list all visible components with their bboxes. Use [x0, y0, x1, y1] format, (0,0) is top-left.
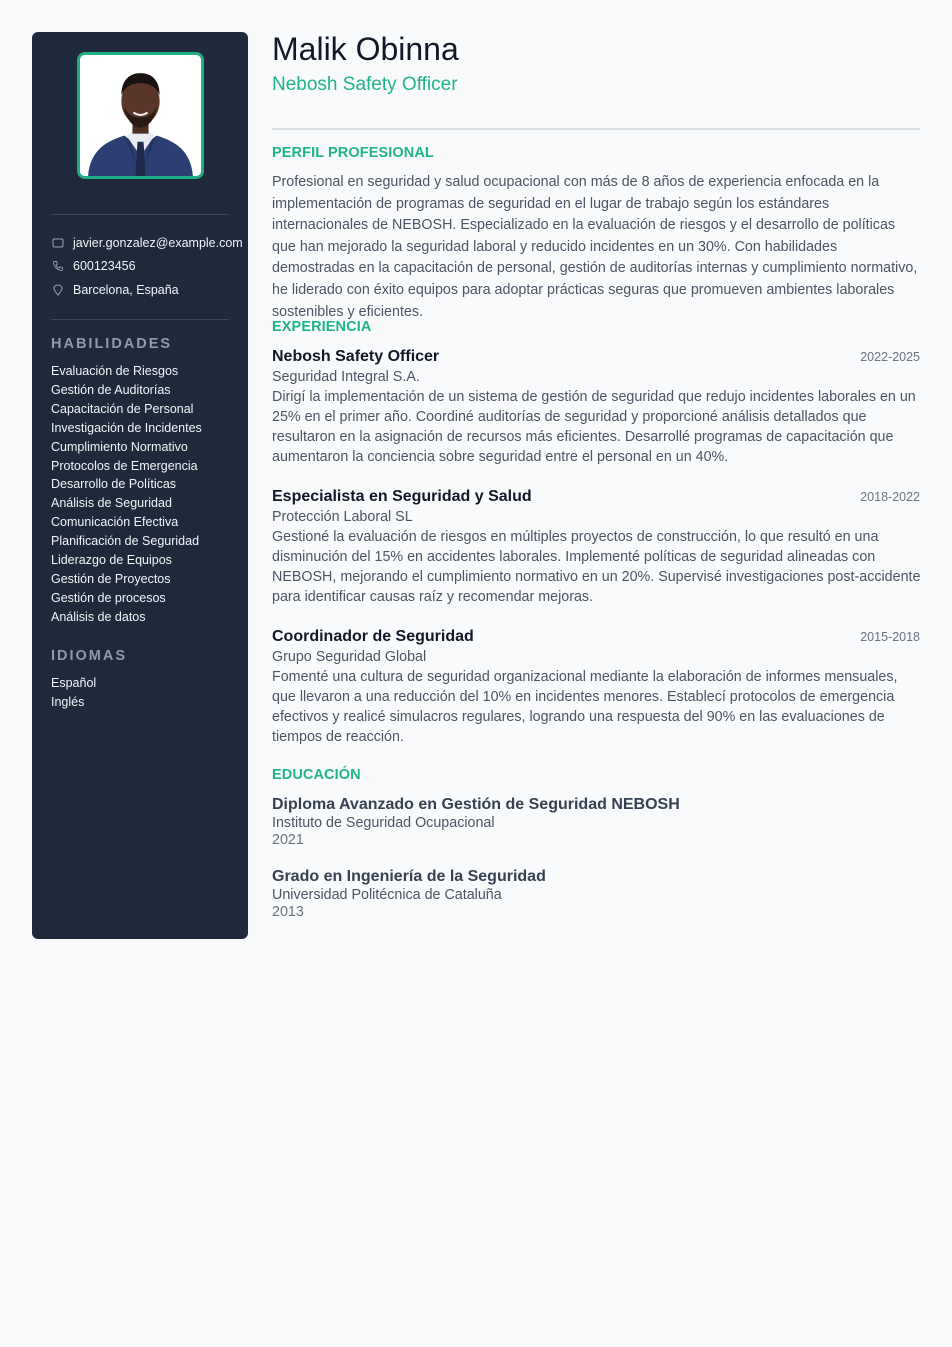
email-icon — [51, 236, 65, 250]
education-item — [272, 867, 920, 920]
experience-description: Fomenté una cultura de seguridad organizacional mediante la elaboración de informes mensuales, que llevaron a una reducción del 10% en incidentes menores. Establecí protocolos de emergencia efectivos y realicé simulacros regulares, logrando una respuesta del 90% en las evaluaciones de tiempos de reacción. — [272, 669, 898, 746]
profile-heading: PERFIL PROFESIONAL — [272, 145, 434, 161]
main-content — [272, 30, 921, 920]
profile-photo-image — [80, 55, 201, 176]
location-text: Barcelona, España — [73, 282, 179, 297]
skill-item: Evaluación de Riesgos — [51, 364, 179, 378]
experience-dates: 2015-2018 — [860, 630, 920, 644]
profile-photo — [77, 52, 204, 179]
location-pin-icon — [51, 283, 65, 297]
languages-heading: IDIOMAS — [51, 648, 128, 664]
experience-description: Dirigí la implementación de un sistema de gestión de seguridad que redujo incidentes laborales en un 25% en el primer año. Coordiné auditorías de seguridad y proporcioné análisis detallados que resultaron en la asignación de recursos más eficientes. Desarrollé programas de capacitación que aumentaron la conciencia sobre seguridad entre el personal en un 40%. — [272, 389, 916, 466]
education-school: Universidad Politécnica de Cataluña — [272, 887, 502, 903]
skill-item: Protocolos de Emergencia — [51, 458, 198, 473]
email-text: javier.gonzalez@example.com — [73, 235, 243, 250]
experience-description: Gestioné la evaluación de riesgos en múltiples proyectos de construcción, lo que resultó en una disminución del 15% en accidentes laborales. Implementé políticas de seguridad alineadas con NEBOSH, mejorando el cumplimiento normativo en un 20%. Supervisé investigaciones post-accidente para identificar causas raíz y recomendar mejoras. — [272, 529, 921, 606]
experience-dates: 2018-2022 — [860, 490, 920, 504]
education-degree: Diploma Avanzado en Gestión de Seguridad NEBOSH — [272, 796, 680, 813]
contact-email[interactable] — [51, 231, 251, 255]
education-year: 2021 — [272, 832, 304, 848]
experience-dates: 2022-2025 — [860, 350, 920, 364]
header-divider — [272, 128, 920, 130]
phone-icon — [51, 259, 65, 273]
skill-item: Análisis de datos — [51, 609, 146, 624]
education-item — [272, 795, 920, 848]
skill-item: Capacitación de Personal — [51, 401, 194, 416]
language-item: Español — [51, 676, 97, 690]
skill-item: Gestión de Proyectos — [51, 571, 171, 586]
skill-item: Gestión de procesos — [51, 590, 166, 605]
languages-list — [51, 674, 241, 712]
experience-title: Especialista en Seguridad y Salud — [272, 488, 532, 505]
skill-item: Comunicación Efectiva — [51, 515, 179, 530]
contact-phone[interactable] — [51, 255, 251, 279]
experience-item — [272, 347, 920, 467]
experience-item — [272, 487, 920, 607]
education-heading: EDUCACIÓN — [272, 767, 361, 783]
skill-item: Desarrollo de Políticas — [51, 477, 177, 492]
skill-item: Análisis de Seguridad — [51, 496, 172, 511]
profile-summary: Profesional en seguridad y salud ocupacional con más de 8 años de experiencia enfocada en la implementación de programas de seguridad en el lugar de trabajo según los estándares internacionales de NEBOSH. Especializado en la evaluación de riesgos y el desarrollo de políticas que han mejorado la seguridad laboral y reducido incidentes en un 30%. Con habilidades demostradas en la capacitación de personal, gestión de auditorías internas y cumplimiento normativo, he liderado con éxito equipos para adoptar prácticas seguras que promueven ambientes laborales sostenibles y eficientes. — [272, 174, 918, 320]
experience-company: Seguridad Integral S.A. — [272, 369, 420, 385]
sidebar-divider — [51, 214, 229, 215]
skills-heading: HABILIDADES — [51, 336, 173, 352]
education-year: 2013 — [272, 904, 304, 920]
contact-location — [51, 278, 251, 302]
contact-info — [51, 231, 251, 302]
skill-item: Cumplimiento Normativo — [51, 439, 188, 454]
experience-item — [272, 627, 920, 747]
education-degree: Grado en Ingeniería de la Seguridad — [272, 868, 546, 885]
experience-heading: EXPERIENCIA — [272, 319, 372, 335]
phone-text: 600123456 — [73, 259, 136, 274]
language-item: Inglés — [51, 694, 85, 709]
skill-item: Planificación de Seguridad — [51, 534, 200, 549]
skill-item: Investigación de Incidentes — [51, 420, 202, 435]
candidate-name: Malik Obinna — [272, 31, 459, 67]
skills-list — [51, 362, 241, 627]
skill-item: Gestión de Auditorías — [51, 382, 171, 397]
experience-company: Grupo Seguridad Global — [272, 649, 427, 665]
languages-section — [51, 648, 241, 712]
experience-title: Coordinador de Seguridad — [272, 628, 474, 645]
skill-item: Liderazgo de Equipos — [51, 553, 172, 568]
sidebar-divider — [51, 319, 229, 320]
experience-title: Nebosh Safety Officer — [272, 348, 440, 365]
skills-section — [51, 336, 241, 627]
sidebar — [32, 32, 248, 939]
job-title-header: Nebosh Safety Officer — [272, 74, 458, 95]
education-school: Instituto de Seguridad Ocupacional — [272, 815, 495, 831]
experience-company: Protección Laboral SL — [272, 509, 413, 525]
